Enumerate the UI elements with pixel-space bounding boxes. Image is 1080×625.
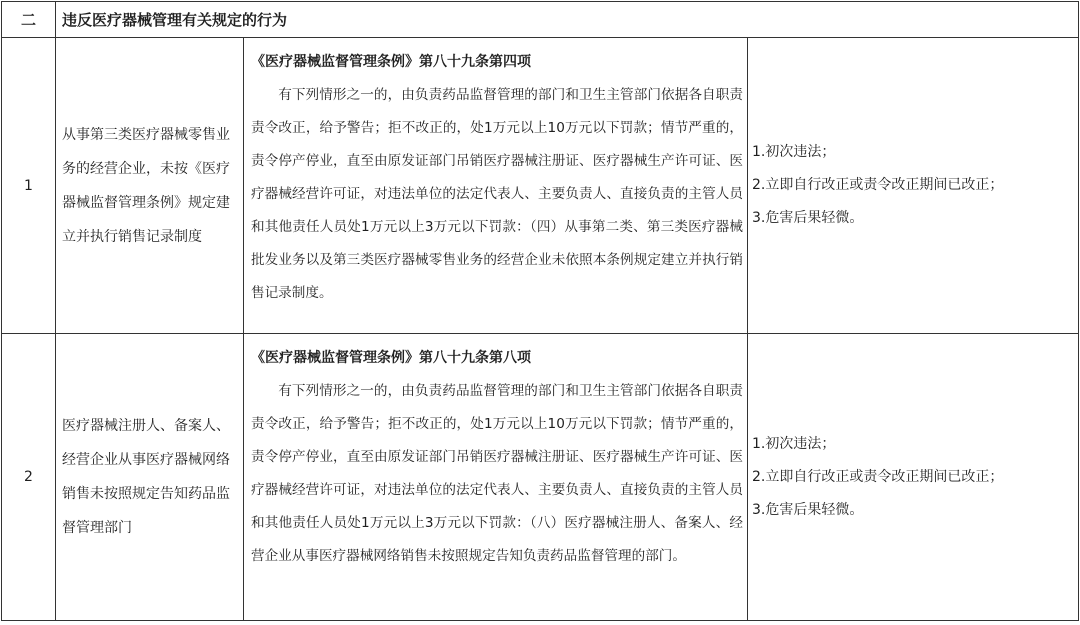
legal-reference: 《医疗器械监督管理条例》第八十九条第八项 xyxy=(251,350,531,366)
conditions-cell xyxy=(748,334,1079,621)
legal-reference: 《医疗器械监督管理条例》第八十九条第四项 xyxy=(251,54,531,70)
section-header-row xyxy=(2,2,1079,38)
condition-item: 3.危害后果轻微。 xyxy=(752,210,864,226)
condition-item: 3.危害后果轻微。 xyxy=(752,501,864,518)
violations-table xyxy=(1,1,1079,621)
condition-item: 1.初次违法； xyxy=(752,144,836,160)
legal-basis-cell xyxy=(244,334,748,621)
row-number: 1 xyxy=(2,38,56,334)
legal-basis-cell xyxy=(244,38,748,334)
condition-item: 2.立即自行改正或责令改正期间已改正； xyxy=(752,177,1004,193)
legal-text: 有下列情形之一的，由负责药品监督管理的部门和卫生主管部门依据各自职责责令改正，给予警告；拒不改正的，处1万元以上10万元以下罚款；情节严重的，责令停产停业，直至由原发证部门吊销医疗器械注册证、医疗器械生产许可证、医疗器械经营许可证，对违法单位的法定代表人、主要负责人、直接负责的主管人员和其他责任人员处1万元以上3万元以下罚款：（四）从事第二类、第三类医疗器械批发业务以及第三类医疗器械零售业务的经营企业未依照本条例规定建立并执行销售记录制度。 xyxy=(251,87,743,301)
legal-text: 有下列情形之一的，由负责药品监督管理的部门和卫生主管部门依据各自职责责令改正，给予警告；拒不改正的，处1万元以上10万元以下罚款；情节严重的，责令停产停业，直至由原发证部门吊销医疗器械注册证、医疗器械生产许可证、医疗器械经营许可证，对违法单位的法定代表人、主要负责人、直接负责的主管人员和其他责任人员处1万元以上3万元以下罚款：（八）医疗器械注册人、备案人、经营企业从事医疗器械网络销售未按照规定告知负责药品监督管理的部门。 xyxy=(251,383,743,564)
violation-description: 从事第三类医疗器械零售业务的经营企业，未按《医疗器械监督管理条例》规定建立并执行销售记录制度 xyxy=(56,38,244,334)
table-row xyxy=(2,38,1079,334)
condition-item: 2.立即自行改正或责令改正期间已改正； xyxy=(752,468,1004,485)
section-title: 违反医疗器械管理有关规定的行为 xyxy=(56,2,1079,38)
conditions-cell xyxy=(748,38,1079,334)
row-number: 2 xyxy=(2,334,56,621)
table-row xyxy=(2,334,1079,621)
section-number: 二 xyxy=(2,2,56,38)
condition-item: 1.初次违法； xyxy=(752,435,836,452)
violation-description: 医疗器械注册人、备案人、经营企业从事医疗器械网络销售未按照规定告知药品监督管理部门 xyxy=(56,334,244,621)
